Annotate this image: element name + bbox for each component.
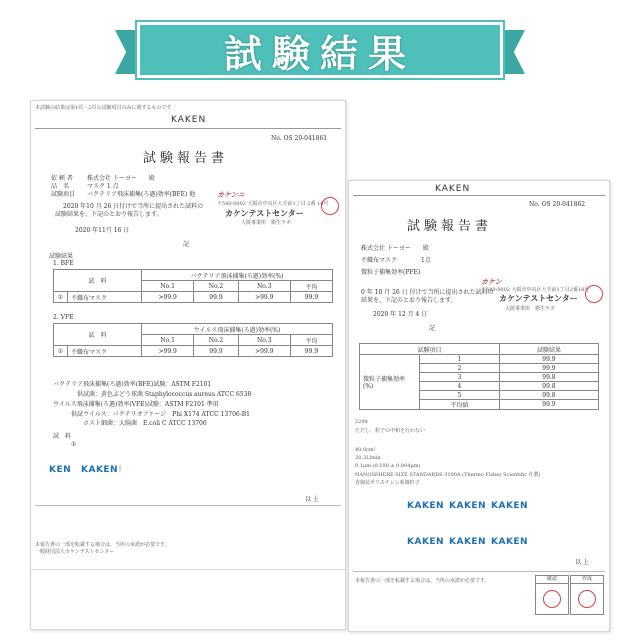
pfe-no-4: 4 (420, 382, 500, 391)
note-7: 直線状ポリスチレン系微粒子 (355, 480, 420, 486)
results-heading: 試験結果 (49, 253, 74, 260)
test-item-value-right: 微粒子捕集効率(PFE) (361, 269, 421, 276)
vfe-col-avg: 平均 (290, 335, 332, 346)
pfe-no-3: 3 (420, 373, 500, 382)
lab-address: 〒540-0002 大阪市中央区大手前1丁目 2番 18号 (217, 201, 329, 207)
vfe-col-1: No.1 (142, 335, 194, 346)
bfe-col-2: No.2 (194, 281, 238, 292)
pfe-val-1: 99.9 (499, 355, 598, 364)
brand-header: KAKEN (171, 115, 207, 125)
author-seal (578, 590, 596, 608)
vfe-row-label: 不織布マスク (68, 346, 142, 357)
vfe-heading: 2. VFE (53, 314, 74, 321)
report-number: No. OS 20-041861 (271, 135, 328, 142)
intro-line-2: 試験結果を、下記のとおり報告します。 (55, 211, 163, 218)
lab-logo: カケンニ (217, 191, 245, 199)
report-title: 試験報告書 (143, 151, 229, 166)
vfe-col-2: No.2 (194, 335, 238, 346)
method-line-2: 供試菌：黄色ぶどう球菌 Staphylococcus aureus ATCC 6538 (77, 391, 252, 398)
bfe-col-3: No.3 (238, 281, 290, 292)
test-report-right (348, 180, 610, 632)
test-item-value: バクテリア飛沫捕集(ろ過)効率(BFE) 他 (87, 191, 196, 198)
footer-note-1: 本報告書の一部を転載する場合は、当所の承諾が必要です。 (35, 542, 170, 548)
confirm-sign-label: 確認 (536, 576, 568, 584)
vfe-val-avg: 99.9 (290, 346, 332, 357)
lab-dept-right: 大阪事業所 衛生ラボ (505, 306, 556, 312)
note-1: 2299 (355, 419, 368, 425)
vfe-row-no: ① (54, 346, 68, 357)
sample-label: 試 料 (53, 433, 72, 440)
report-number-right: No. OS 20-041862 (529, 201, 586, 208)
pfe-no-avg: 平均値 (420, 400, 500, 410)
pfe-val-2: 99.9 (499, 364, 598, 373)
fold-line (31, 569, 345, 570)
note-6: NANOSPHERE SIZE STANDARDS 3100A (Thermo Fisher Scientific 社製) (355, 472, 541, 478)
test-report-left (30, 100, 346, 630)
author-sign-label: 作成 (571, 576, 603, 584)
test-item-label: 試験項目 (51, 191, 76, 198)
kaken-mark-r6: KAKEN (491, 537, 529, 547)
intro-line-1: 2020 年10 月 26 日付けで当所に提出された試料の (63, 203, 204, 210)
author-sign-box (570, 575, 604, 615)
method-line-3: ウイルス飛沫捕集(ろ過)効率(VFE)試験：ASTM F2101 準用 (53, 401, 219, 408)
lab-seal-right (585, 285, 603, 303)
pfe-table (359, 343, 599, 410)
end-mark: 以 上 (305, 496, 319, 503)
vfe-val-2: 99.9 (194, 346, 238, 357)
bfe-col-1: No.1 (142, 281, 194, 292)
kaken-mark-r3: KAKEN (491, 501, 529, 511)
vfe-group-header: ウイルス飛沫捕集(ろ過)効率(%) (142, 324, 333, 335)
lab-dept: 大阪事業所 衛生ラボ (241, 220, 292, 226)
pfe-row-label: 微粒子捕集効率 (%) (360, 355, 420, 410)
item-value-right: 不織布マスク 1点 (361, 257, 431, 264)
bfe-heading: 1. BFE (53, 260, 74, 267)
report-date-right: 2020 年 12 月 4 日 (373, 311, 428, 318)
requester-label: 依 頼 者 (51, 175, 73, 182)
lab-name-right: カケンテストセンター (499, 294, 578, 303)
ki-mark-right: 記 (429, 325, 436, 332)
pfe-val-3: 99.8 (499, 373, 598, 382)
bfe-col-avg: 平均 (290, 281, 332, 292)
bfe-val-3: >99.9 (238, 292, 290, 303)
report-date: 2020 年11月 16 日 (75, 227, 130, 234)
banner-body (137, 22, 503, 78)
method-line-1: バクテリア飛沫捕集(ろ過)効率(BFE)試験：ASTM F2101 (53, 381, 212, 388)
title-banner (115, 18, 525, 82)
kaken-mark-tick: | (119, 465, 122, 472)
intro-line-2-right: 結果を、下記のとおり報告します。 (361, 297, 457, 304)
kaken-mark-1: KEN (49, 465, 72, 475)
pfe-no-1: 1 (420, 355, 500, 364)
method-line-4: 供試ウイルス：バクテリオファージ Phi X174 ATCC 13706-B1 (71, 411, 250, 418)
footer-rule-right (353, 571, 605, 572)
lab-logo-right: カケン (481, 278, 502, 286)
bfe-group-header: バクテリア飛沫捕集(ろ過)効率(%) (142, 270, 333, 281)
lab-seal (321, 197, 339, 215)
bfe-val-1: >99.9 (142, 292, 194, 303)
bfe-row-label: 不織布マスク (68, 292, 142, 303)
kaken-mark-r4: KAKEN (407, 537, 445, 547)
footer-rule (35, 505, 341, 506)
bfe-val-2: 99.9 (194, 292, 238, 303)
note-5: 0.1μm (0.100 ± 0.004μm) (355, 463, 421, 469)
top-note: 本試験の結果は第1頁～2頁の試験項目のみに関するものです (35, 105, 172, 111)
item-label: 品 名 (51, 183, 70, 190)
pfe-val-avg: 99.9 (499, 400, 598, 410)
lab-name: カケンテストセンター (225, 209, 304, 218)
pfe-col1-header: 試験項目 (360, 344, 500, 355)
bfe-val-avg: 99.9 (290, 292, 332, 303)
bfe-row-no: ① (54, 292, 68, 303)
intro-line-1-right: 0 年 10 月 26 日 付けで当所に提出された試料の (361, 289, 494, 296)
vfe-sample-header: 試 料 (54, 324, 142, 346)
header-rule-right (353, 195, 605, 196)
vfe-table (53, 323, 333, 357)
lab-address-right: 〒540-0002 大阪市中央区大手前1丁目2番18号 (481, 287, 590, 293)
ki-mark: 記 (183, 241, 190, 248)
pfe-val-4: 99.8 (499, 382, 598, 391)
note-2: ただし、粒子の中和を行わない (355, 428, 426, 434)
report-title-right: 試験報告書 (407, 219, 493, 234)
vfe-val-3: >99.9 (238, 346, 290, 357)
pfe-val-5: 99.8 (499, 391, 598, 400)
kaken-mark-r1: KAKEN (407, 501, 445, 511)
vfe-col-3: No.3 (238, 335, 290, 346)
confirm-sign-box (535, 575, 569, 615)
pfe-no-2: 2 (420, 364, 500, 373)
footer-note-2: 一般財団法人カケンテストセンター (35, 549, 115, 555)
header-rule (35, 128, 341, 129)
bfe-table (53, 269, 333, 303)
pfe-no-5: 5 (420, 391, 500, 400)
footer-note-right: 本報告書の一部を転載する場合は、当所の承諾が必要です。 (355, 578, 490, 584)
kaken-mark-2: KAKEN (81, 465, 119, 475)
bfe-sample-header: 試 料 (54, 270, 142, 292)
end-mark-right: 以 上 (575, 559, 589, 566)
requester-value: 株式会社 トーヨー 殿 (87, 175, 155, 182)
pfe-col2-header: 試験結果 (499, 344, 598, 355)
vfe-val-1: >99.9 (142, 346, 194, 357)
sample-item: ① (71, 441, 77, 448)
note-4: 28.3L/min (355, 455, 381, 461)
note-3: 40.0cm² (355, 447, 376, 453)
banner-title: 試験結果 (223, 31, 416, 76)
kaken-mark-r2: KAKEN (449, 501, 487, 511)
requester-value-right: 株式会社 トーヨー 殿 (361, 245, 429, 252)
confirm-seal (543, 590, 561, 608)
method-line-5: ホスト細菌：大腸菌 E.coli C ATCC 13706 (83, 420, 207, 427)
brand-header-right: KAKEN (435, 184, 471, 194)
kaken-mark-r5: KAKEN (449, 537, 487, 547)
item-value: マスク 1 点 (87, 183, 119, 190)
